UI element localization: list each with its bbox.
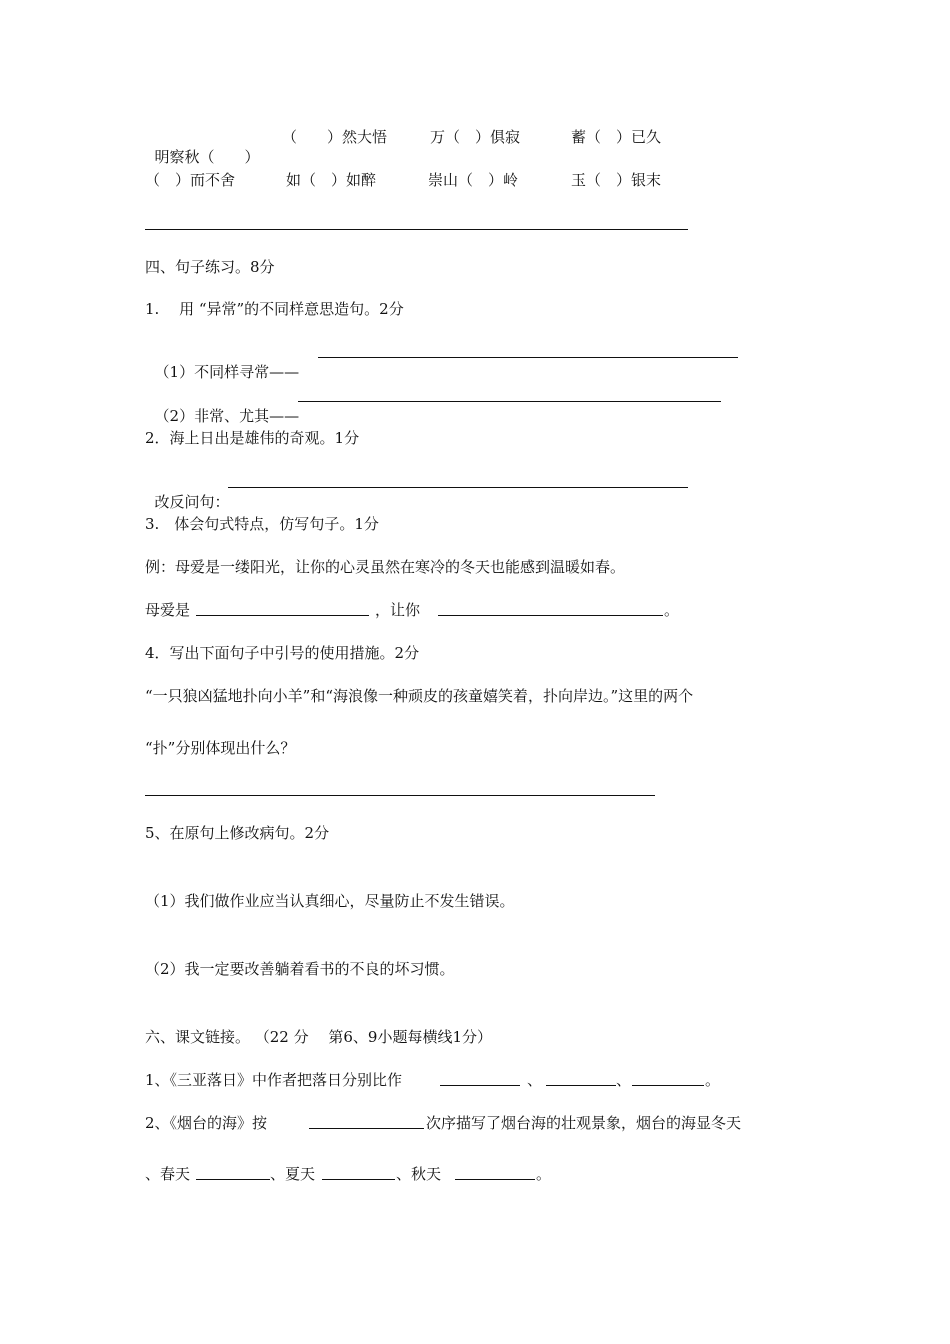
question-4-3-example: 例：母爱是一缕阳光，让你的心灵虽然在寒冷的冬天也能感到温暖如春。 — [145, 558, 626, 576]
question-4-4: 4．写出下面句子中引号的使用措施。2分 — [145, 644, 420, 662]
question-4-5: 5、在原句上修改病句。2分 — [145, 824, 330, 842]
idiom-item-wrap — [571, 170, 661, 190]
idiom-item-wrap — [282, 127, 387, 147]
answer-line[interactable] — [228, 487, 688, 488]
question-6-2-mid: 次序描写了烟台海的壮观景象，烟台的海显冬天 — [426, 1114, 742, 1132]
answer-line[interactable] — [440, 1085, 520, 1086]
idiom-row-2 — [145, 170, 235, 190]
question-4-4-text-1: “一只狼凶猛地扑向小羊”和“海浪像一种顽皮的孩童嬉笑着，扑向岸边。”这里的两个 — [145, 687, 694, 705]
answer-line[interactable] — [196, 1179, 270, 1180]
question-4-3: 3. 体会句式特点，仿写句子。1分 — [145, 515, 379, 533]
answer-line[interactable] — [145, 795, 655, 796]
section-6-title: 六、课文链接。 （22 分 第6、9小题每横线1分） — [145, 1028, 493, 1046]
question-label: （2）非常、尤其—— — [154, 407, 300, 425]
answer-line[interactable] — [632, 1085, 704, 1086]
idiom-item: 明察秋（ ） — [154, 148, 260, 166]
question-4-5b[interactable]: （2）我一定要改善躺着看书的不良的坏习惯。 — [145, 960, 455, 978]
idiom-item-wrap — [428, 170, 518, 190]
question-6-1-end: 。 — [705, 1071, 721, 1089]
idiom-item-wrap — [571, 127, 661, 147]
question-4-3-end: 。 — [664, 601, 680, 619]
idiom-item-wrap — [430, 127, 520, 147]
answer-line[interactable] — [298, 401, 721, 402]
question-4-1b — [145, 386, 299, 426]
question-4-2: 2．海上日出是雄伟的奇观。1分 — [145, 429, 360, 447]
idiom-item: 如（ ）如醉 — [286, 171, 377, 189]
idiom-item: （ ）而不舍 — [145, 171, 236, 189]
question-4-5a[interactable]: （1）我们做作业应当认真细心，尽量防止不发生错误。 — [145, 892, 515, 910]
question-4-2-prompt — [145, 472, 230, 512]
idiom-row-1 — [145, 127, 260, 167]
answer-line[interactable] — [318, 357, 738, 358]
question-4-3-mid: ，让你 — [375, 601, 421, 619]
idiom-item-wrap — [286, 170, 376, 190]
answer-line[interactable] — [322, 1179, 395, 1180]
answer-line[interactable] — [309, 1128, 424, 1129]
question-label: （1）不同样寻常—— — [154, 363, 300, 381]
idiom-item: 蓄（ ）已久 — [571, 128, 662, 146]
question-4-3-start: 母爱是 — [145, 601, 191, 619]
answer-line[interactable] — [455, 1179, 535, 1180]
answer-line[interactable] — [196, 615, 369, 616]
question-6-1-start: 1、《三亚落日》中作者把落日分别比作 — [145, 1071, 403, 1089]
idiom-item: 玉（ ）银末 — [571, 171, 662, 189]
question-4-1a — [145, 342, 299, 382]
idiom-item: 崇山（ ）岭 — [428, 171, 519, 189]
idiom-item: （ ）然大悟 — [282, 128, 388, 146]
question-6-1-sep: 、 — [527, 1071, 543, 1089]
question-4-4-text-2: “扑”分别体现出什么？ — [145, 739, 296, 757]
question-6-2-line2-a: 、春天 — [145, 1165, 191, 1183]
answer-line[interactable] — [438, 615, 663, 616]
question-4-1: 1. 用 “异常”的不同样意思造句。2分 — [145, 300, 404, 318]
question-6-2-end: 。 — [536, 1165, 552, 1183]
idiom-item: 万（ ）俱寂 — [430, 128, 521, 146]
section-4-title: 四、句子练习。8分 — [145, 258, 275, 276]
question-6-2-start: 2、《烟台的海》按 — [145, 1114, 268, 1132]
question-6-1-sep: 、 — [616, 1071, 632, 1089]
question-6-2-line2-b: 、夏天 — [270, 1165, 316, 1183]
answer-line[interactable] — [546, 1085, 616, 1086]
question-label: 改反问句： — [154, 493, 230, 511]
question-6-2-line2-c: 、秋天 — [396, 1165, 442, 1183]
answer-line[interactable] — [145, 229, 688, 230]
